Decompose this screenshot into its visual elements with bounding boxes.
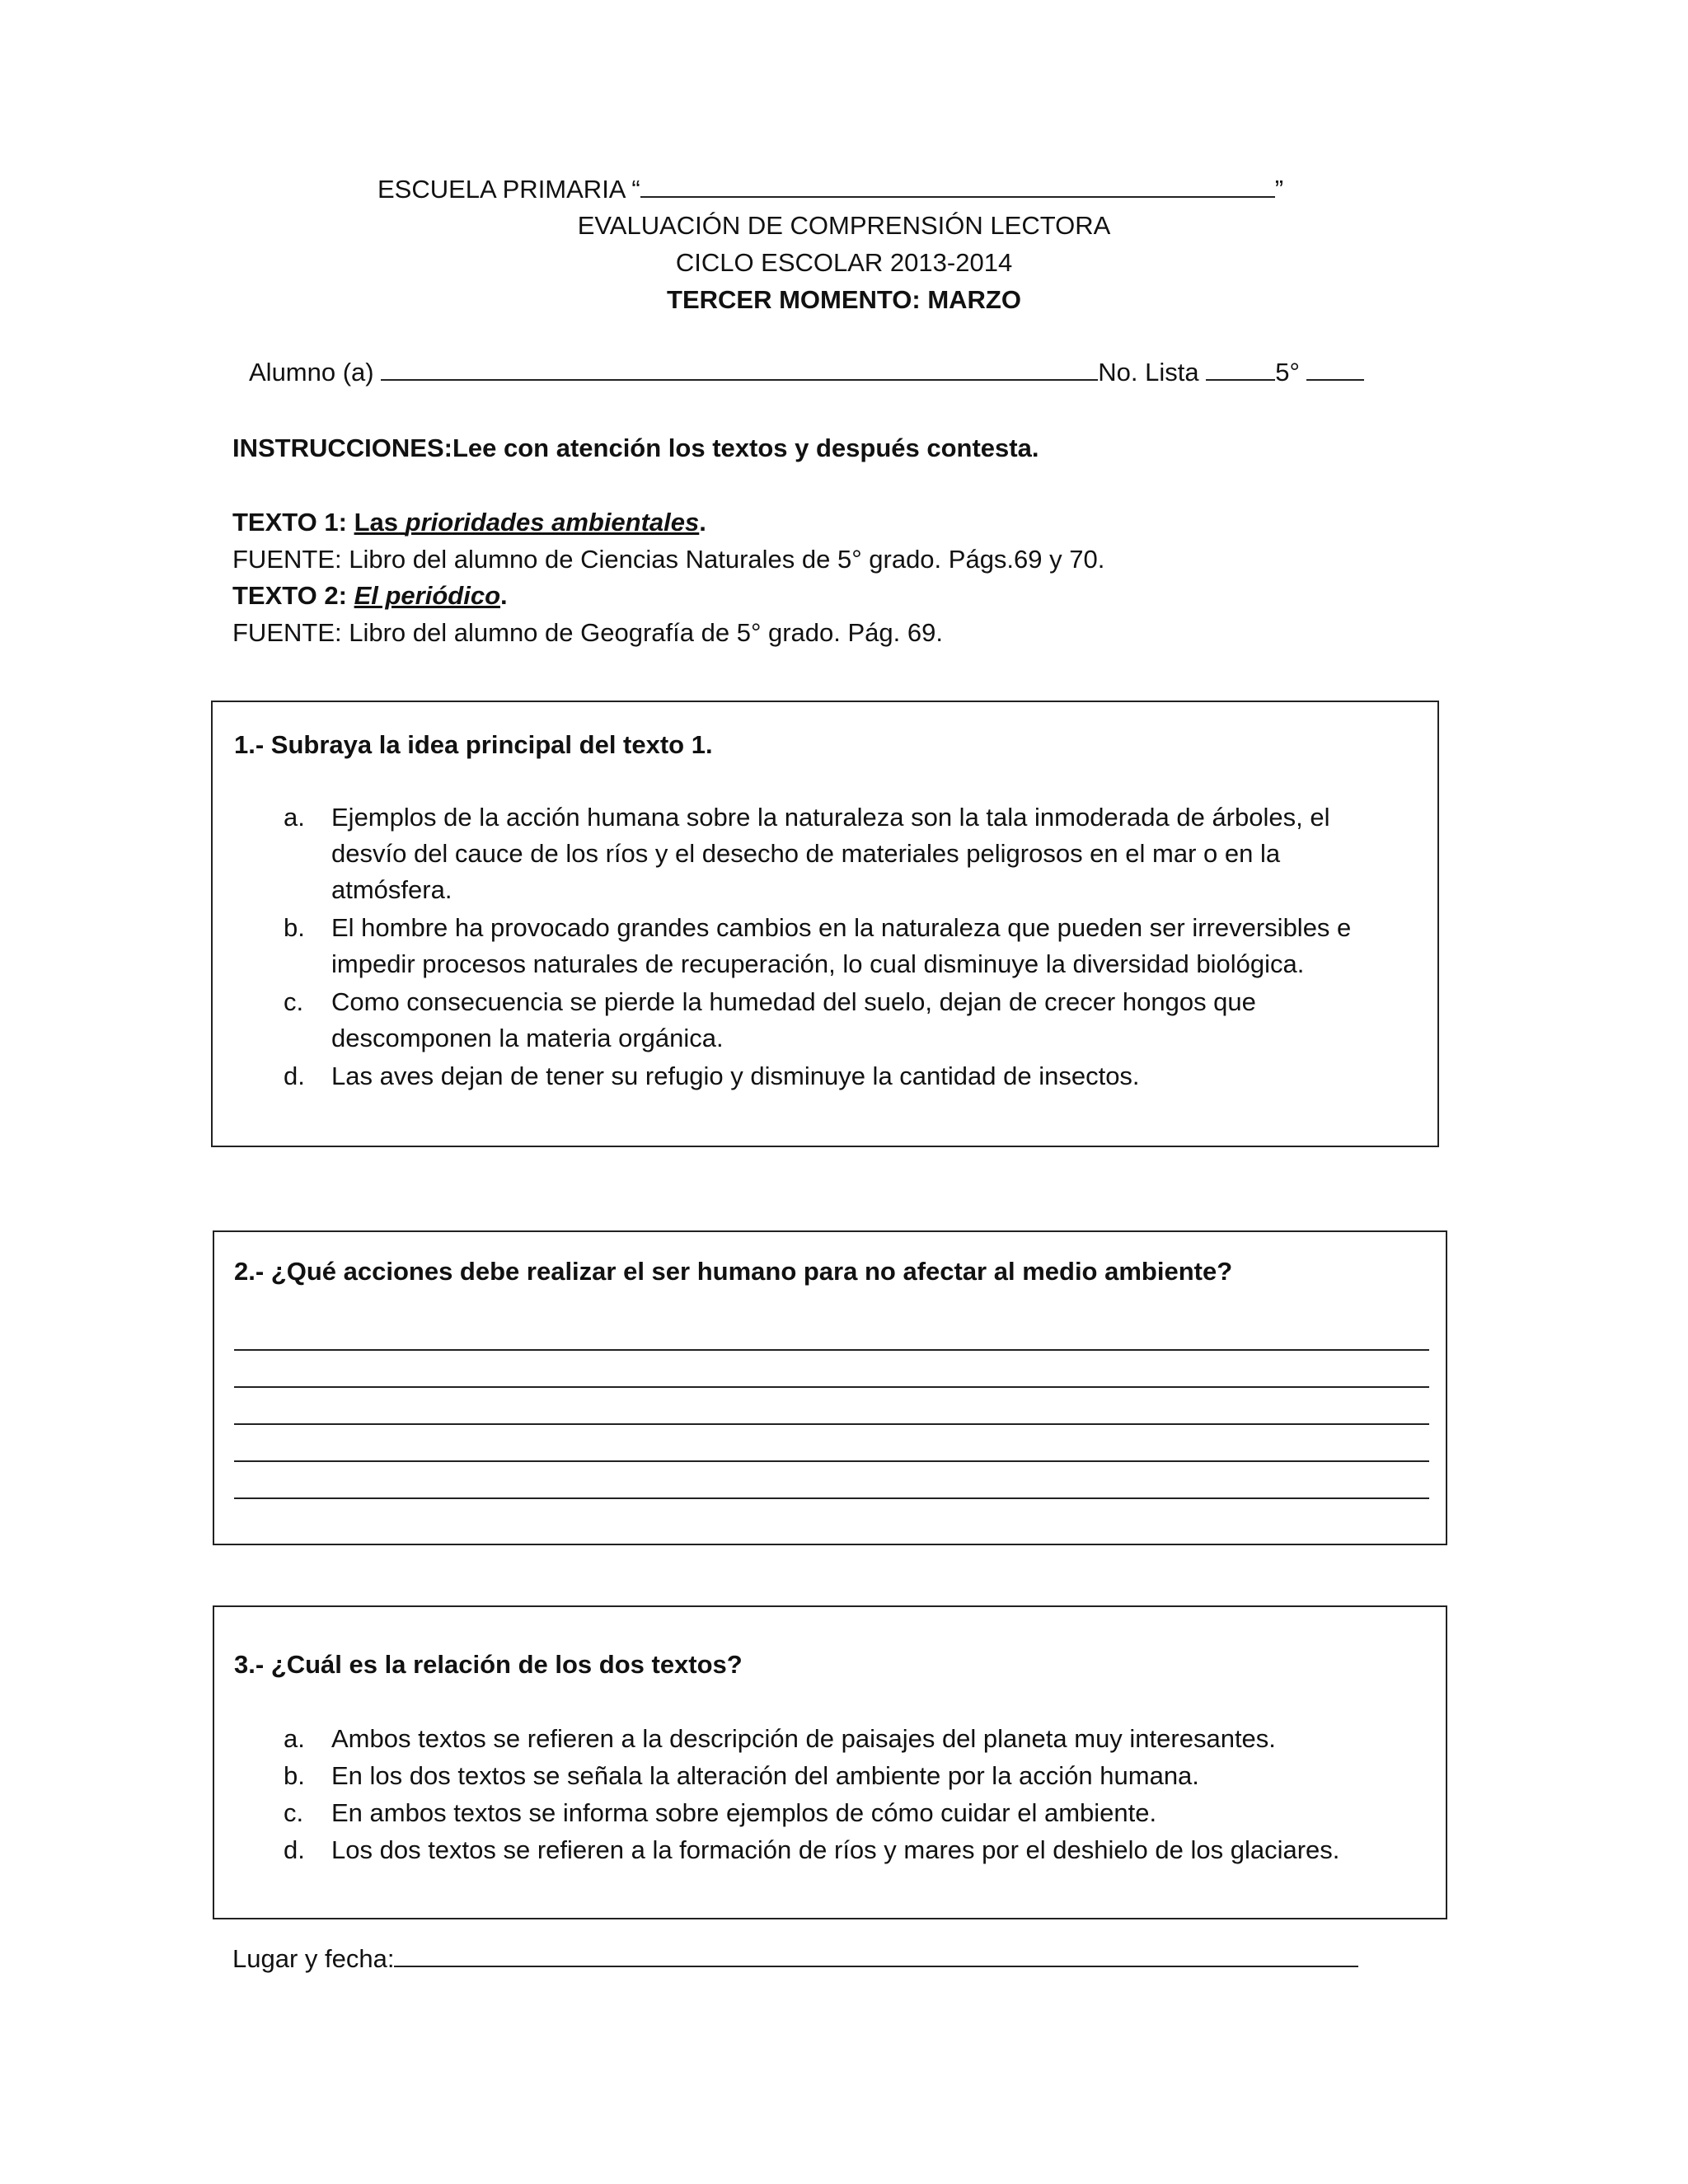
list-label: No. Lista xyxy=(1098,358,1199,387)
group-blank[interactable] xyxy=(1306,356,1364,381)
instructions xyxy=(232,430,1039,466)
question-1-box xyxy=(211,701,1439,1147)
text2-period: . xyxy=(500,581,508,610)
option-letter: d. xyxy=(284,1062,305,1090)
answer-line[interactable] xyxy=(234,1497,1429,1499)
option-text: Como consecuencia se pierde la humedad del suelo, dejan de crecer hongos que xyxy=(331,987,1256,1016)
text1-source: FUENTE: Libro del alumno de Ciencias Naturales de 5° grado. Págs.69 y 70. xyxy=(232,545,1105,574)
evaluation-title: EVALUACIÓN DE COMPRENSIÓN LECTORA xyxy=(577,211,1111,240)
student-label: Alumno (a) xyxy=(249,358,374,387)
option-text: El hombre ha provocado grandes cambios en la naturaleza que pueden ser irreversibles e xyxy=(331,913,1352,942)
school-name-blank[interactable] xyxy=(640,173,1275,198)
question-3-box xyxy=(213,1605,1447,1919)
question-1-title: 1.- Subraya la idea principal del texto 1. xyxy=(234,730,713,759)
grade-label: 5° xyxy=(1275,358,1300,387)
question-2-title: 2.- ¿Qué acciones debe realizar el ser humano para no afectar al medio ambiente? xyxy=(234,1257,1233,1286)
student-name-blank[interactable] xyxy=(381,356,1098,381)
option-letter: c. xyxy=(284,987,304,1016)
question-2-box xyxy=(213,1230,1447,1545)
option-letter: b. xyxy=(284,1761,305,1790)
answer-line[interactable] xyxy=(234,1386,1429,1388)
option-letter: c. xyxy=(284,1798,304,1827)
option-letter: d. xyxy=(284,1835,305,1864)
option-letter: b. xyxy=(284,913,305,942)
option-text: atmósfera. xyxy=(331,875,452,904)
text1-heading xyxy=(232,504,706,541)
text2-label: TEXTO 2: xyxy=(232,581,347,610)
student-line xyxy=(249,354,1364,391)
text1-title: Las prioridades ambientales xyxy=(354,508,700,537)
option-text: Ambos textos se refieren a la descripción de paisajes del planeta muy interesantes. xyxy=(331,1724,1276,1753)
option-text: desvío del cauce de los ríos y el desecho de materiales peligrosos en el mar o en la xyxy=(331,839,1281,868)
option-text: Las aves dejan de tener su refugio y disminuye la cantidad de insectos. xyxy=(331,1062,1140,1090)
option-letter: a. xyxy=(284,1724,305,1753)
list-number-blank[interactable] xyxy=(1206,356,1275,381)
question-3-title: 3.- ¿Cuál es la relación de los dos textos? xyxy=(234,1650,743,1679)
school-line xyxy=(377,171,1283,208)
place-date-line xyxy=(232,1941,1358,1977)
answer-line[interactable] xyxy=(234,1349,1429,1351)
answer-line[interactable] xyxy=(234,1460,1429,1462)
option-text: Ejemplos de la acción humana sobre la naturaleza son la tala inmoderada de árboles, el xyxy=(331,803,1330,832)
text2-heading xyxy=(232,578,508,614)
option-text: descomponen la materia orgánica. xyxy=(331,1024,724,1052)
school-quote-close: ” xyxy=(1274,175,1284,204)
option-text: impedir procesos naturales de recuperación, lo cual disminuye la diversidad biológica. xyxy=(331,949,1305,978)
school-cycle: CICLO ESCOLAR 2013-2014 xyxy=(675,248,1013,277)
option-text: En los dos textos se señala la alteración del ambiente por la acción humana. xyxy=(331,1761,1199,1790)
text1-label: TEXTO 1: xyxy=(232,508,347,537)
place-date-label: Lugar y fecha: xyxy=(232,1944,395,1973)
option-text: Los dos textos se refieren a la formación de ríos y mares por el deshielo de los glaciares. xyxy=(331,1835,1340,1864)
instructions-label: INSTRUCCIONES: xyxy=(232,434,452,462)
option-text: En ambos textos se informa sobre ejemplos de cómo cuidar el ambiente. xyxy=(331,1798,1157,1827)
text2-source: FUENTE: Libro del alumno de Geografía de 5° grado. Pág. 69. xyxy=(232,618,943,647)
moment-title: TERCER MOMENTO: MARZO xyxy=(667,285,1021,314)
school-label: ESCUELA PRIMARIA “ xyxy=(377,175,640,204)
place-date-blank[interactable] xyxy=(394,1943,1358,1967)
answer-line[interactable] xyxy=(234,1423,1429,1425)
text1-period: . xyxy=(699,508,706,537)
instructions-text: Lee con atención los textos y después contesta. xyxy=(452,434,1039,462)
text2-title: El periódico xyxy=(354,581,501,610)
option-letter: a. xyxy=(284,803,305,832)
